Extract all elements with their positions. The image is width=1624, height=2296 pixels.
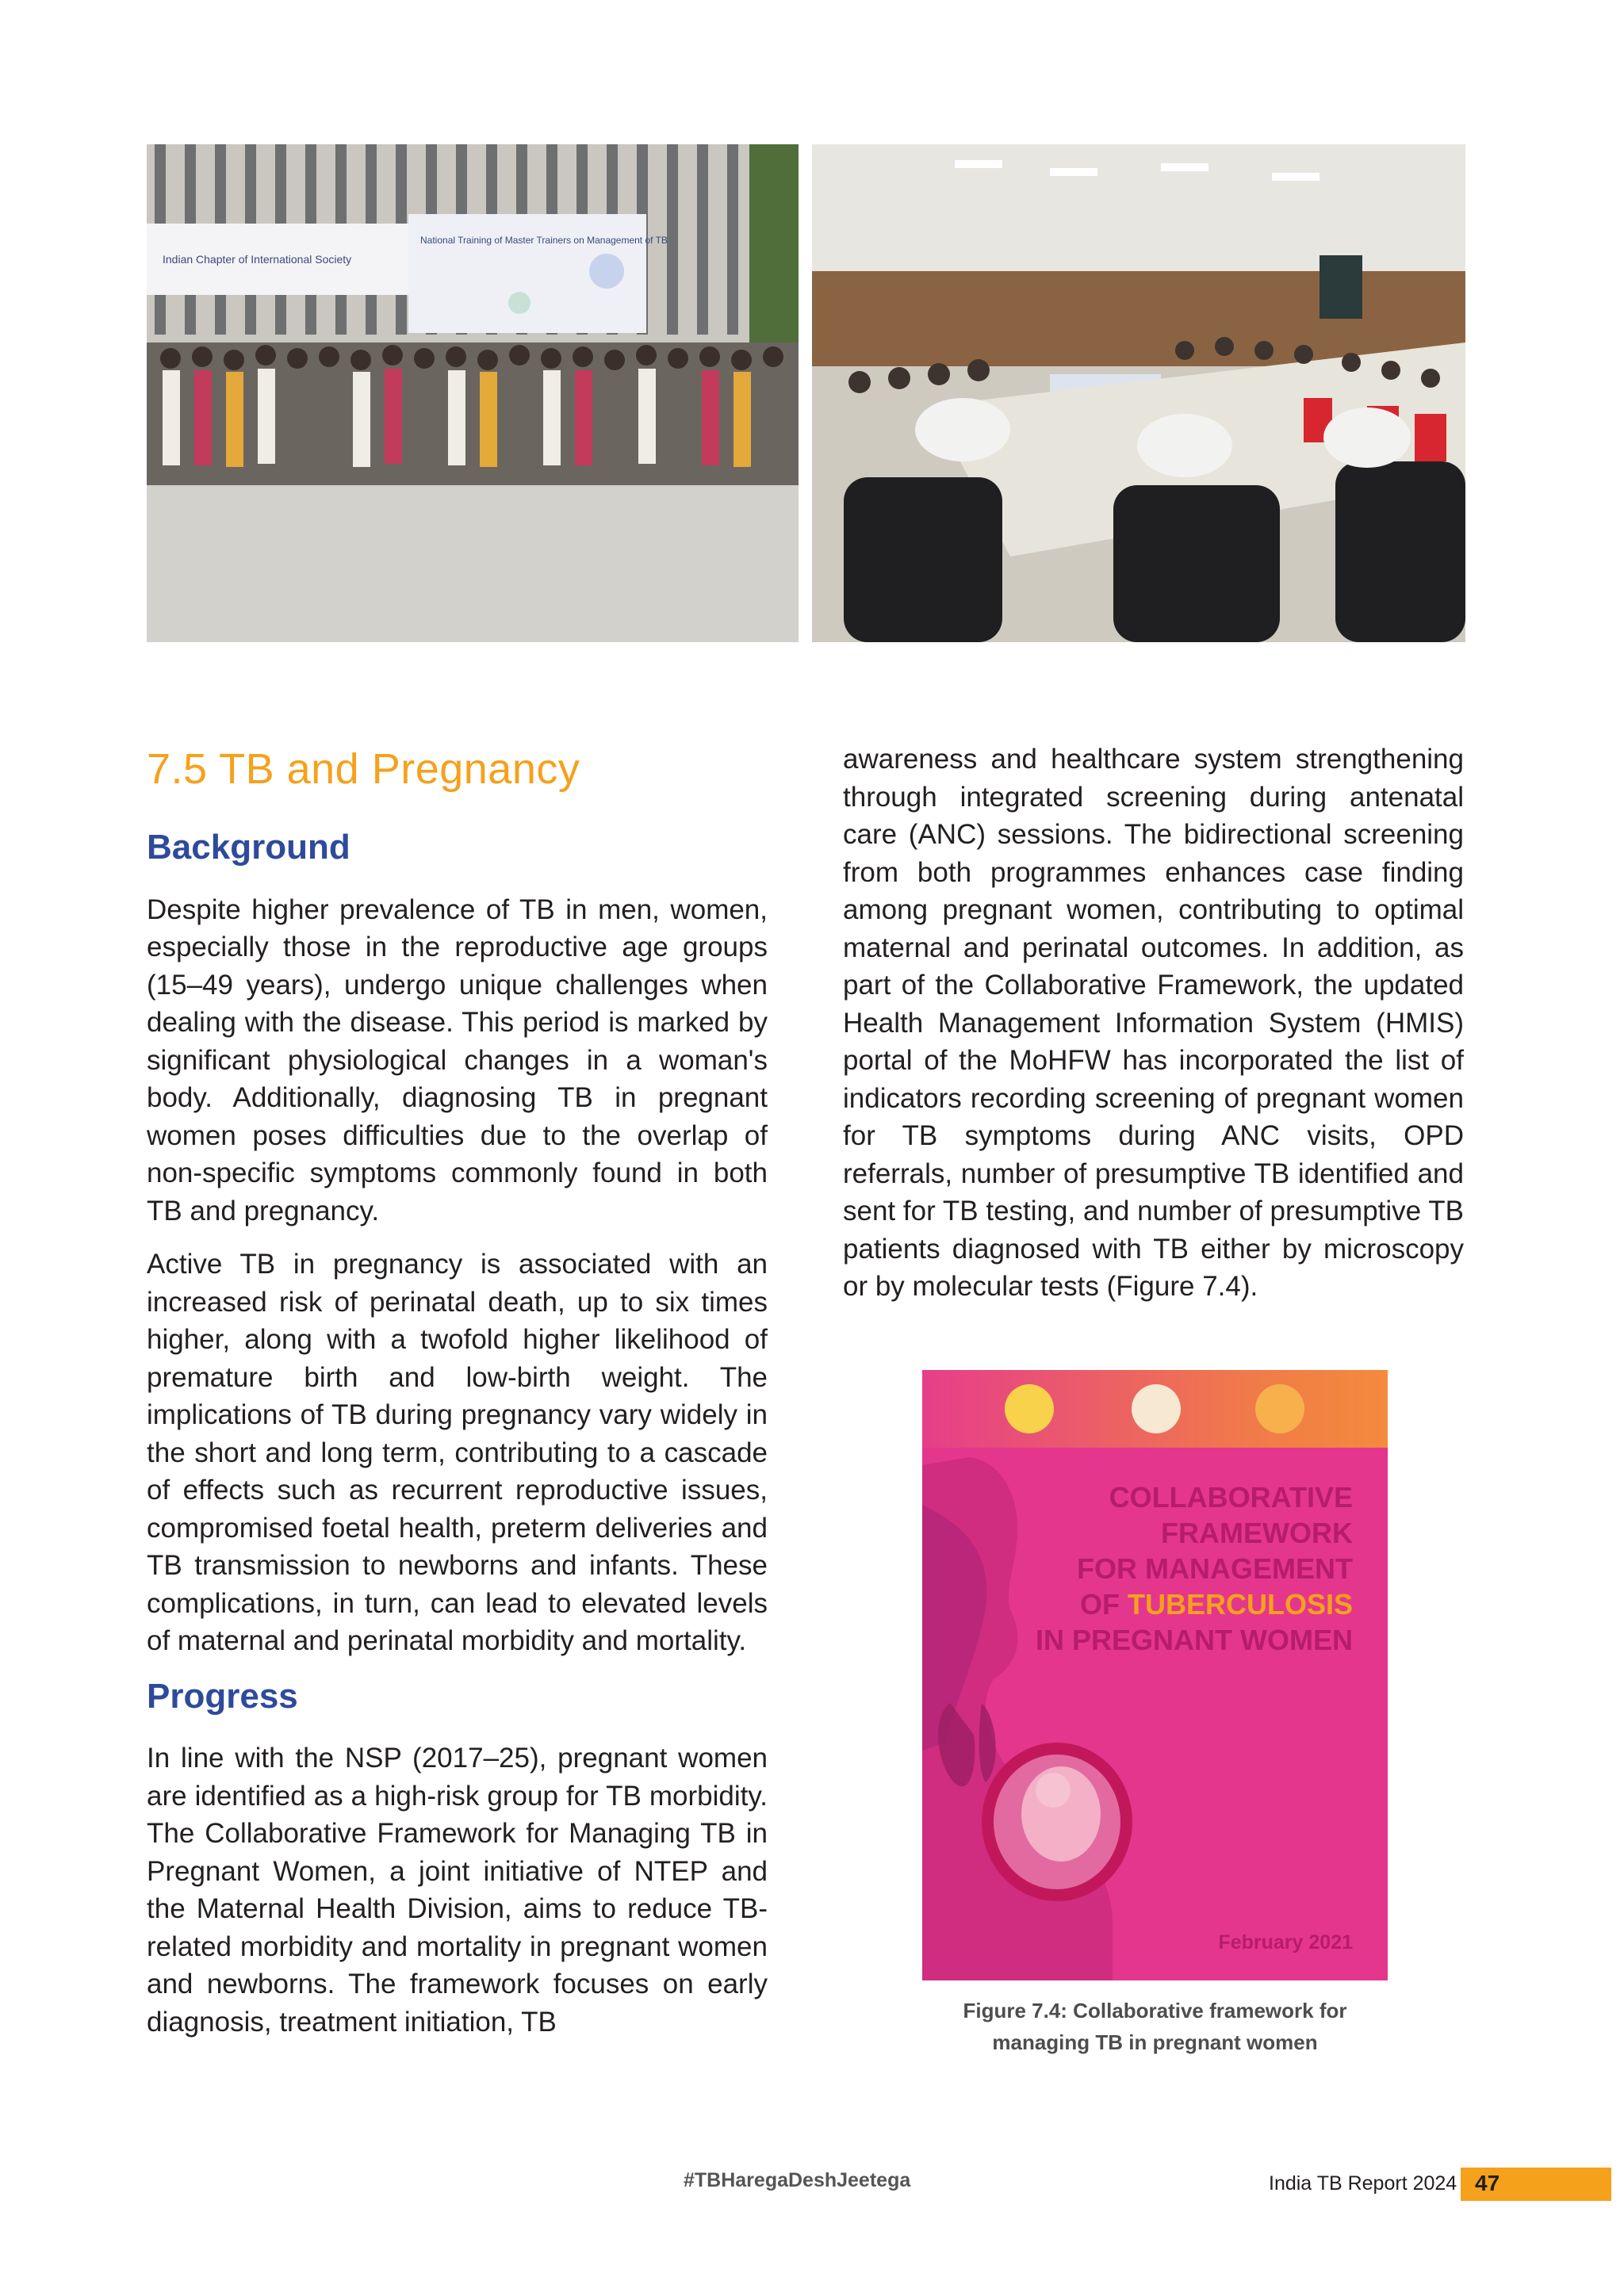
right-column: [843, 740, 1464, 1306]
figure-caption-line: Figure 7.4: Collaborative framework for: [963, 1999, 1347, 2022]
section-title: 7.5 TB and Pregnancy: [147, 745, 580, 793]
figure-caption-line: managing TB in pregnant women: [992, 2030, 1318, 2054]
page-number: 47: [1475, 2171, 1500, 2195]
cover-title-line: IN PREGNANT WOMEN: [1036, 1624, 1353, 1656]
left-column: [147, 737, 768, 2041]
group-photo-image: [147, 144, 799, 642]
background-paragraph-2: Active TB in pregnancy is associated with an increased risk of perinatal death, up to six times higher, along with a twofold higher likelihood of premature birth and low-birth weight. The implications of TB during pregnancy vary widely in the short and long term, contributing to a cascade of effects such as recurrent reproductive issues, compromised foetal health, preterm deliveries and TB transmission to newborns and infants. These complications, in turn, can lead to elevated levels of maternal and perinatal morbidity and mortality.: [147, 1249, 768, 1657]
cover-title-line: FOR MANAGEMENT: [1077, 1552, 1353, 1585]
right-column-paragraph: awareness and healthcare system strengthening through integrated screening during antenatal care (ANC) sessions. The bidirectional screening from both programmes enhances case finding among pregnant women, contributing to optimal maternal and perinatal outcomes. In addition, as part of the Collaborative Framework, the updated Health Management Information System (HMIS) portal of the MoHFW has incorporated the list of indicators recording screening of pregnant women for TB symptoms during ANC visits, OPD referrals, number of presumptive TB identified and sent for TB testing, and number of presumptive TB patients diagnosed with TB either by microscopy or by molecular tests (Figure 7.4).: [843, 744, 1464, 1302]
cover-header-band: [922, 1370, 1388, 1448]
cover-title-line: FRAMEWORK: [1161, 1517, 1353, 1549]
cover-date: February 2021: [1218, 1931, 1353, 1954]
background-heading: Background: [147, 827, 350, 867]
pregnant-woman-silhouette-icon: [922, 1370, 1388, 1980]
svg-text:Indian Chapter of Internationa: Indian Chapter of International Society: [163, 253, 352, 266]
footer-hashtag: #TBHaregaDeshJeetega: [684, 2169, 911, 2191]
svg-text:National Training of Master Tr: National Training of Master Trainers on Management of TB: [420, 235, 668, 246]
progress-paragraph: In line with the NSP (2017–25), pregnant women are identified as a high-risk group for TB morbidity. The Collaborative Framework for Managing TB in Pregnant Women, a joint initiative of NTEP and the Maternal Health Division, aims to reduce TB-related morbidity and mortality in pregnant women and newborns. The framework focuses on early diagnosis, treatment initiation, TB: [147, 1743, 768, 2038]
footer-report-name: India TB Report 2024: [1269, 2172, 1457, 2195]
national-emblem-icon: [1132, 1384, 1181, 1433]
national-health-mission-logo-icon: [1255, 1384, 1304, 1433]
background-paragraph-1: Despite higher prevalence of TB in men, women, especially those in the reproductive age groups (15–49 years), undergo unique challenges when dealing with the disease. This period is marked by significant physiological changes in a woman's body. Additionally, diagnosing TB in pregnant women poses difficulties due to the overlap of non-specific symptoms commonly found in both TB and pregnancy.: [147, 894, 768, 1226]
progress-heading: Progress: [147, 1676, 298, 1716]
cover-title-line: OF: [1079, 1588, 1128, 1621]
tb-program-logo-icon: [1005, 1384, 1054, 1433]
conference-room-photo-image: [812, 144, 1465, 642]
figure-caption: [922, 1995, 1388, 2058]
group-photo: [147, 144, 799, 642]
conference-photo: [812, 144, 1465, 642]
cover-title-highlight: TUBERCULOSIS: [1127, 1588, 1353, 1621]
framework-cover-image: [922, 1370, 1388, 1980]
cover-title-line: COLLABORATIVE: [1109, 1481, 1353, 1513]
cover-title: [1004, 1479, 1353, 1658]
page-number-box: [1461, 2168, 1611, 2201]
